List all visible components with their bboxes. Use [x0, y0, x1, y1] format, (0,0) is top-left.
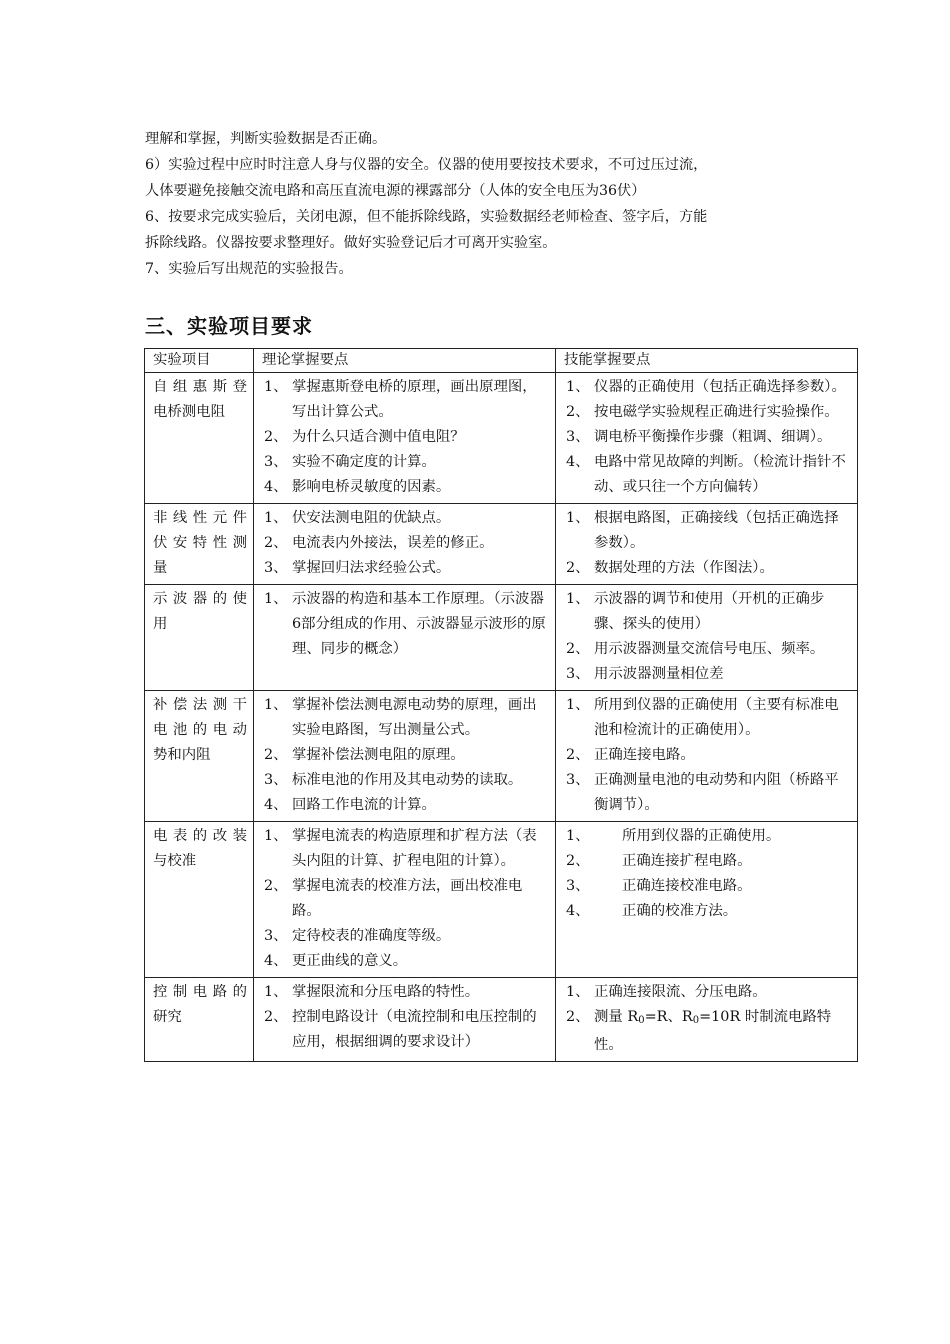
item-number: 2、	[264, 878, 288, 894]
item-number: 1、	[566, 379, 590, 395]
item-number: 2、	[566, 560, 590, 576]
item-text: 数据处理的方法（作图法）。	[594, 560, 774, 576]
item-text: 按电磁学实验规程正确进行实验操作。	[594, 404, 839, 420]
skill-cell	[556, 585, 858, 691]
item-number: 1、	[566, 510, 590, 526]
table-row	[145, 978, 858, 1062]
intro-line: 6、按要求完成实验后，关闭电源，但不能拆除线路，实验数据经老师检查、签字后，方能	[145, 209, 708, 225]
table-row	[145, 585, 858, 691]
list-item	[564, 662, 851, 687]
list-item	[262, 949, 549, 974]
project-cell	[145, 822, 254, 978]
table-header-row	[145, 349, 858, 373]
item-number: 1、	[566, 828, 590, 844]
item-text: 伏安法测电阻的优缺点。	[292, 510, 451, 526]
list-item	[262, 425, 549, 450]
item-text: 回路工作电流的计算。	[292, 797, 436, 813]
project-name-line: 与校准	[153, 853, 197, 869]
item-number: 3、	[264, 454, 288, 470]
item-number: 1、	[264, 828, 288, 844]
skill-list	[564, 980, 851, 1058]
item-text: 掌握电流表的校准方法，画出校准电路。	[292, 878, 523, 919]
item-text: 电路中常见故障的判断。（检流计指针不动、或只往一个方向偏转）	[594, 454, 846, 495]
theory-list	[262, 506, 549, 581]
item-text: 测量 R	[594, 1009, 639, 1025]
list-item	[262, 980, 549, 1005]
item-number: 2、	[264, 747, 288, 763]
intro-line: 7、实验后写出规范的实验报告。	[145, 261, 353, 277]
table-row	[145, 373, 858, 504]
list-item	[564, 768, 851, 818]
item-text: 正确连接电路。	[594, 747, 695, 763]
list-item	[262, 924, 549, 949]
list-item	[564, 587, 851, 637]
project-name-line: 研究	[153, 1009, 182, 1025]
skill-list	[564, 824, 851, 924]
list-item	[564, 899, 851, 924]
item-number: 1、	[264, 984, 288, 1000]
item-text: 仪器的正确使用（包括正确选择参数）。	[594, 379, 846, 395]
list-item	[564, 849, 851, 874]
intro-line: 拆除线路。仪器按要求整理好。做好实验登记后才可离开实验室。	[145, 235, 557, 251]
project-cell	[145, 691, 254, 822]
item-text: 掌握惠斯登电桥的原理，画出原理图，写出计算公式。	[292, 379, 537, 420]
item-number: 1、	[566, 591, 590, 607]
list-item	[262, 768, 549, 793]
item-number: 4、	[264, 953, 288, 969]
list-item	[262, 793, 549, 818]
list-item	[262, 1005, 549, 1055]
item-number: 1、	[264, 510, 288, 526]
item-text: 更正曲线的意义。	[292, 953, 408, 969]
skill-cell	[556, 978, 858, 1062]
project-name-line: 自组惠斯登	[153, 379, 247, 395]
requirements-table	[144, 348, 858, 1062]
list-item	[564, 637, 851, 662]
theory-list	[262, 824, 549, 974]
list-item	[262, 743, 549, 768]
item-text: 掌握回归法求经验公式。	[292, 560, 451, 576]
intro-line: 理解和掌握，判断实验数据是否正确。	[145, 131, 387, 147]
item-text: 掌握限流和分压电路的特性。	[292, 984, 480, 1000]
item-text: 用示波器测量交流信号电压、频率。	[594, 641, 825, 657]
item-text: 示波器的调节和使用（开机的正确步骤、探头的使用）	[594, 591, 825, 632]
item-text: 为什么只适合测中值电阻？	[292, 429, 465, 445]
list-item	[262, 556, 549, 581]
project-name-line: 非线性元件	[153, 510, 247, 526]
item-number: 3、	[264, 772, 288, 788]
list-item	[564, 375, 851, 400]
list-item	[262, 450, 549, 475]
item-number: 2、	[566, 1009, 590, 1025]
item-number: 4、	[566, 903, 590, 919]
skill-list	[564, 506, 851, 581]
theory-cell	[254, 691, 556, 822]
item-number: 2、	[264, 429, 288, 445]
list-item	[262, 531, 549, 556]
project-name-line: 控制电路的	[153, 984, 247, 1000]
list-item	[262, 693, 549, 743]
item-number: 2、	[566, 641, 590, 657]
item-number: 3、	[264, 560, 288, 576]
project-name-line: 电池的电动	[153, 722, 247, 738]
list-item	[262, 375, 549, 425]
item-text: =R、R	[644, 1009, 693, 1025]
theory-cell	[254, 504, 556, 585]
item-number: 4、	[264, 479, 288, 495]
list-item	[564, 506, 851, 556]
list-item	[564, 874, 851, 899]
theory-cell	[254, 585, 556, 691]
item-number: 1、	[566, 984, 590, 1000]
intro-text	[145, 126, 825, 282]
list-item	[564, 824, 851, 849]
subscript: 0	[692, 1015, 700, 1026]
item-text: 用示波器测量相位差	[594, 666, 724, 682]
theory-list	[262, 980, 549, 1055]
project-name-line: 示波器的使	[153, 591, 247, 607]
intro-line: 人体要避免接触交流电路和高压直流电源的裸露部分（人体的安全电压为36伏）	[145, 183, 646, 199]
item-number: 4、	[566, 454, 590, 470]
item-text: 实验不确定度的计算。	[292, 454, 436, 470]
project-cell	[145, 504, 254, 585]
list-item	[564, 425, 851, 450]
item-text: 标准电池的作用及其电动势的读取。	[292, 772, 523, 788]
item-number: 3、	[264, 928, 288, 944]
project-name-line: 用	[153, 616, 168, 632]
skill-cell	[556, 504, 858, 585]
list-item	[262, 874, 549, 924]
item-number: 4、	[264, 797, 288, 813]
item-text: 正确测量电池的电动势和内阻（桥路平衡调节）。	[594, 772, 839, 813]
project-name-line: 势和内阻	[153, 747, 211, 763]
item-number: 1、	[566, 697, 590, 713]
header-project: 实验项目	[145, 349, 254, 373]
item-text: 所用到仪器的正确使用。	[622, 828, 781, 844]
list-item	[564, 450, 851, 500]
item-text: 调电桥平衡操作步骤（粗调、细调）。	[594, 429, 832, 445]
item-number: 3、	[566, 666, 590, 682]
item-text: 控制电路设计（电流控制和电压控制的应用，根据细调的要求设计）	[292, 1009, 537, 1050]
item-text: 根据电路图，正确接线（包括正确选择参数）。	[594, 510, 839, 551]
item-number: 2、	[566, 747, 590, 763]
theory-list	[262, 693, 549, 818]
list-item	[262, 506, 549, 531]
header-theory: 理论掌握要点	[254, 349, 556, 373]
skill-list	[564, 587, 851, 687]
item-text: 掌握补偿法测电阻的原理。	[292, 747, 465, 763]
project-name-line: 电表的改装	[153, 828, 247, 844]
item-number: 2、	[566, 404, 590, 420]
theory-list	[262, 375, 549, 500]
item-text: 影响电桥灵敏度的因素。	[292, 479, 451, 495]
item-text: 电流表内外接法，误差的修正。	[292, 535, 494, 551]
item-text: 掌握电流表的构造原理和扩程方法（表头内阻的计算、扩程电阻的计算）。	[292, 828, 537, 869]
item-number: 2、	[566, 853, 590, 869]
item-number: 1、	[264, 379, 288, 395]
theory-cell	[254, 373, 556, 504]
list-item	[262, 587, 549, 662]
list-item	[564, 693, 851, 743]
section-heading: 三、实验项目要求	[145, 314, 313, 338]
list-item	[262, 824, 549, 874]
theory-cell	[254, 978, 556, 1062]
project-name-line: 伏安特性测	[153, 535, 247, 551]
project-name-line: 补偿法测干	[153, 697, 247, 713]
project-cell	[145, 585, 254, 691]
item-number: 2、	[264, 1009, 288, 1025]
table-row	[145, 504, 858, 585]
theory-cell	[254, 822, 556, 978]
list-item	[564, 556, 851, 581]
item-text: 定待校表的准确度等级。	[292, 928, 451, 944]
item-number: 1、	[264, 591, 288, 607]
item-number: 2、	[264, 535, 288, 551]
skill-cell	[556, 822, 858, 978]
item-text: =10R 时制流电路特性。	[594, 1009, 832, 1053]
skill-list	[564, 693, 851, 818]
list-item	[564, 400, 851, 425]
item-number: 3、	[566, 878, 590, 894]
header-skill: 技能掌握要点	[556, 349, 858, 373]
list-item	[262, 475, 549, 500]
skill-cell	[556, 691, 858, 822]
item-number: 3、	[566, 429, 590, 445]
table-row	[145, 822, 858, 978]
item-number: 1、	[264, 697, 288, 713]
item-text: 所用到仪器的正确使用（主要有标准电池和检流计的正确使用）。	[594, 697, 839, 738]
project-cell	[145, 373, 254, 504]
project-cell	[145, 978, 254, 1062]
item-text: 示波器的构造和基本工作原理。（示波器6部分组成的作用、示波器显示波形的原理、同步的概念）	[292, 591, 546, 657]
skill-cell	[556, 373, 858, 504]
item-text: 正确的校准方法。	[622, 903, 738, 919]
subscript: 0	[638, 1015, 645, 1026]
list-item	[564, 1005, 851, 1058]
project-name-line: 量	[153, 560, 168, 576]
skill-list	[564, 375, 851, 500]
list-item	[564, 743, 851, 768]
item-text: 正确连接校准电路。	[622, 878, 752, 894]
item-number: 3、	[566, 772, 590, 788]
item-text: 掌握补偿法测电源电动势的原理，画出实验电路图，写出测量公式。	[292, 697, 537, 738]
list-item	[564, 980, 851, 1005]
item-text: 正确连接限流、分压电路。	[594, 984, 767, 1000]
intro-line: 6）实验过程中应时时注意人身与仪器的安全。仪器的使用要按技术要求，不可过压过流，	[145, 157, 708, 173]
item-text: 正确连接扩程电路。	[622, 853, 752, 869]
theory-list	[262, 587, 549, 662]
project-name-line: 电桥测电阻	[153, 404, 225, 420]
table-row	[145, 691, 858, 822]
